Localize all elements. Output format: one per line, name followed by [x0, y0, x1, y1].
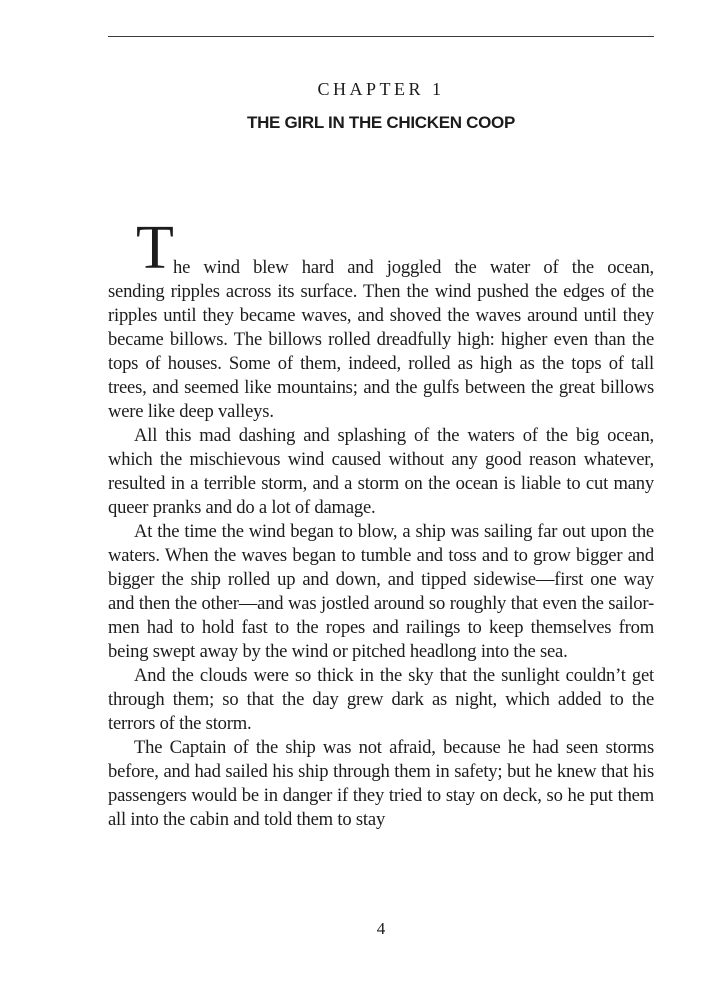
paragraph-1 [108, 214, 654, 424]
paragraph-1-text: sending ripples across its surface. Then the wind pushed the edges of the ripples until they became waves, and shoved the waves around until they became billows. The billows rolled dreadfully high: higher even than the tops of houses. Some of them, indeed, rolled as high as the tops of tall trees, and seemed like mountains; and the gulfs between the great billows were like deep valleys. [108, 281, 654, 422]
page-number: 4 [376, 919, 386, 938]
chapter-body [108, 214, 654, 832]
header-rule [108, 36, 654, 37]
paragraph-5: The Captain of the ship was not afraid, because he had seen storms before, and had sailed his ship through them in safety; but he knew that his passengers would be in danger if they tried to stay on deck, so he put them all into the cabin and told them to stay [108, 737, 654, 830]
paragraph-3: At the time the wind began to blow, a ship was sailing far out upon the waters. When the waves began to tumble and toss and to grow bigger and bigger the ship rolled up and down, and tipped sidewise—first one way and then the other—and was jostled around so roughly that even the sailor-men had to hold fast to the ropes and railings to keep themselves from being swept away by the wind or pitched headlong into the sea. [108, 521, 654, 662]
drop-cap: T [136, 214, 174, 282]
paragraph-1-first-line: he wind blew hard and joggled the water of the ocean, [173, 257, 654, 278]
paragraph-4: And the clouds were so thick in the sky that the sunlight couldn’t get through them; so that the day grew dark as night, which added to the terrors of the storm. [108, 665, 654, 734]
paragraph-2: All this mad dashing and splashing of the waters of the big ocean, which the mischievous wind caused without any good reason whatever, resulted in a terrible storm, and a storm on the ocean is liable to cut many queer pranks and do a lot of damage. [108, 425, 654, 518]
chapter-label: CHAPTER 1 [317, 79, 445, 99]
chapter-title: THE GIRL IN THE CHICKEN COOP [246, 113, 516, 132]
